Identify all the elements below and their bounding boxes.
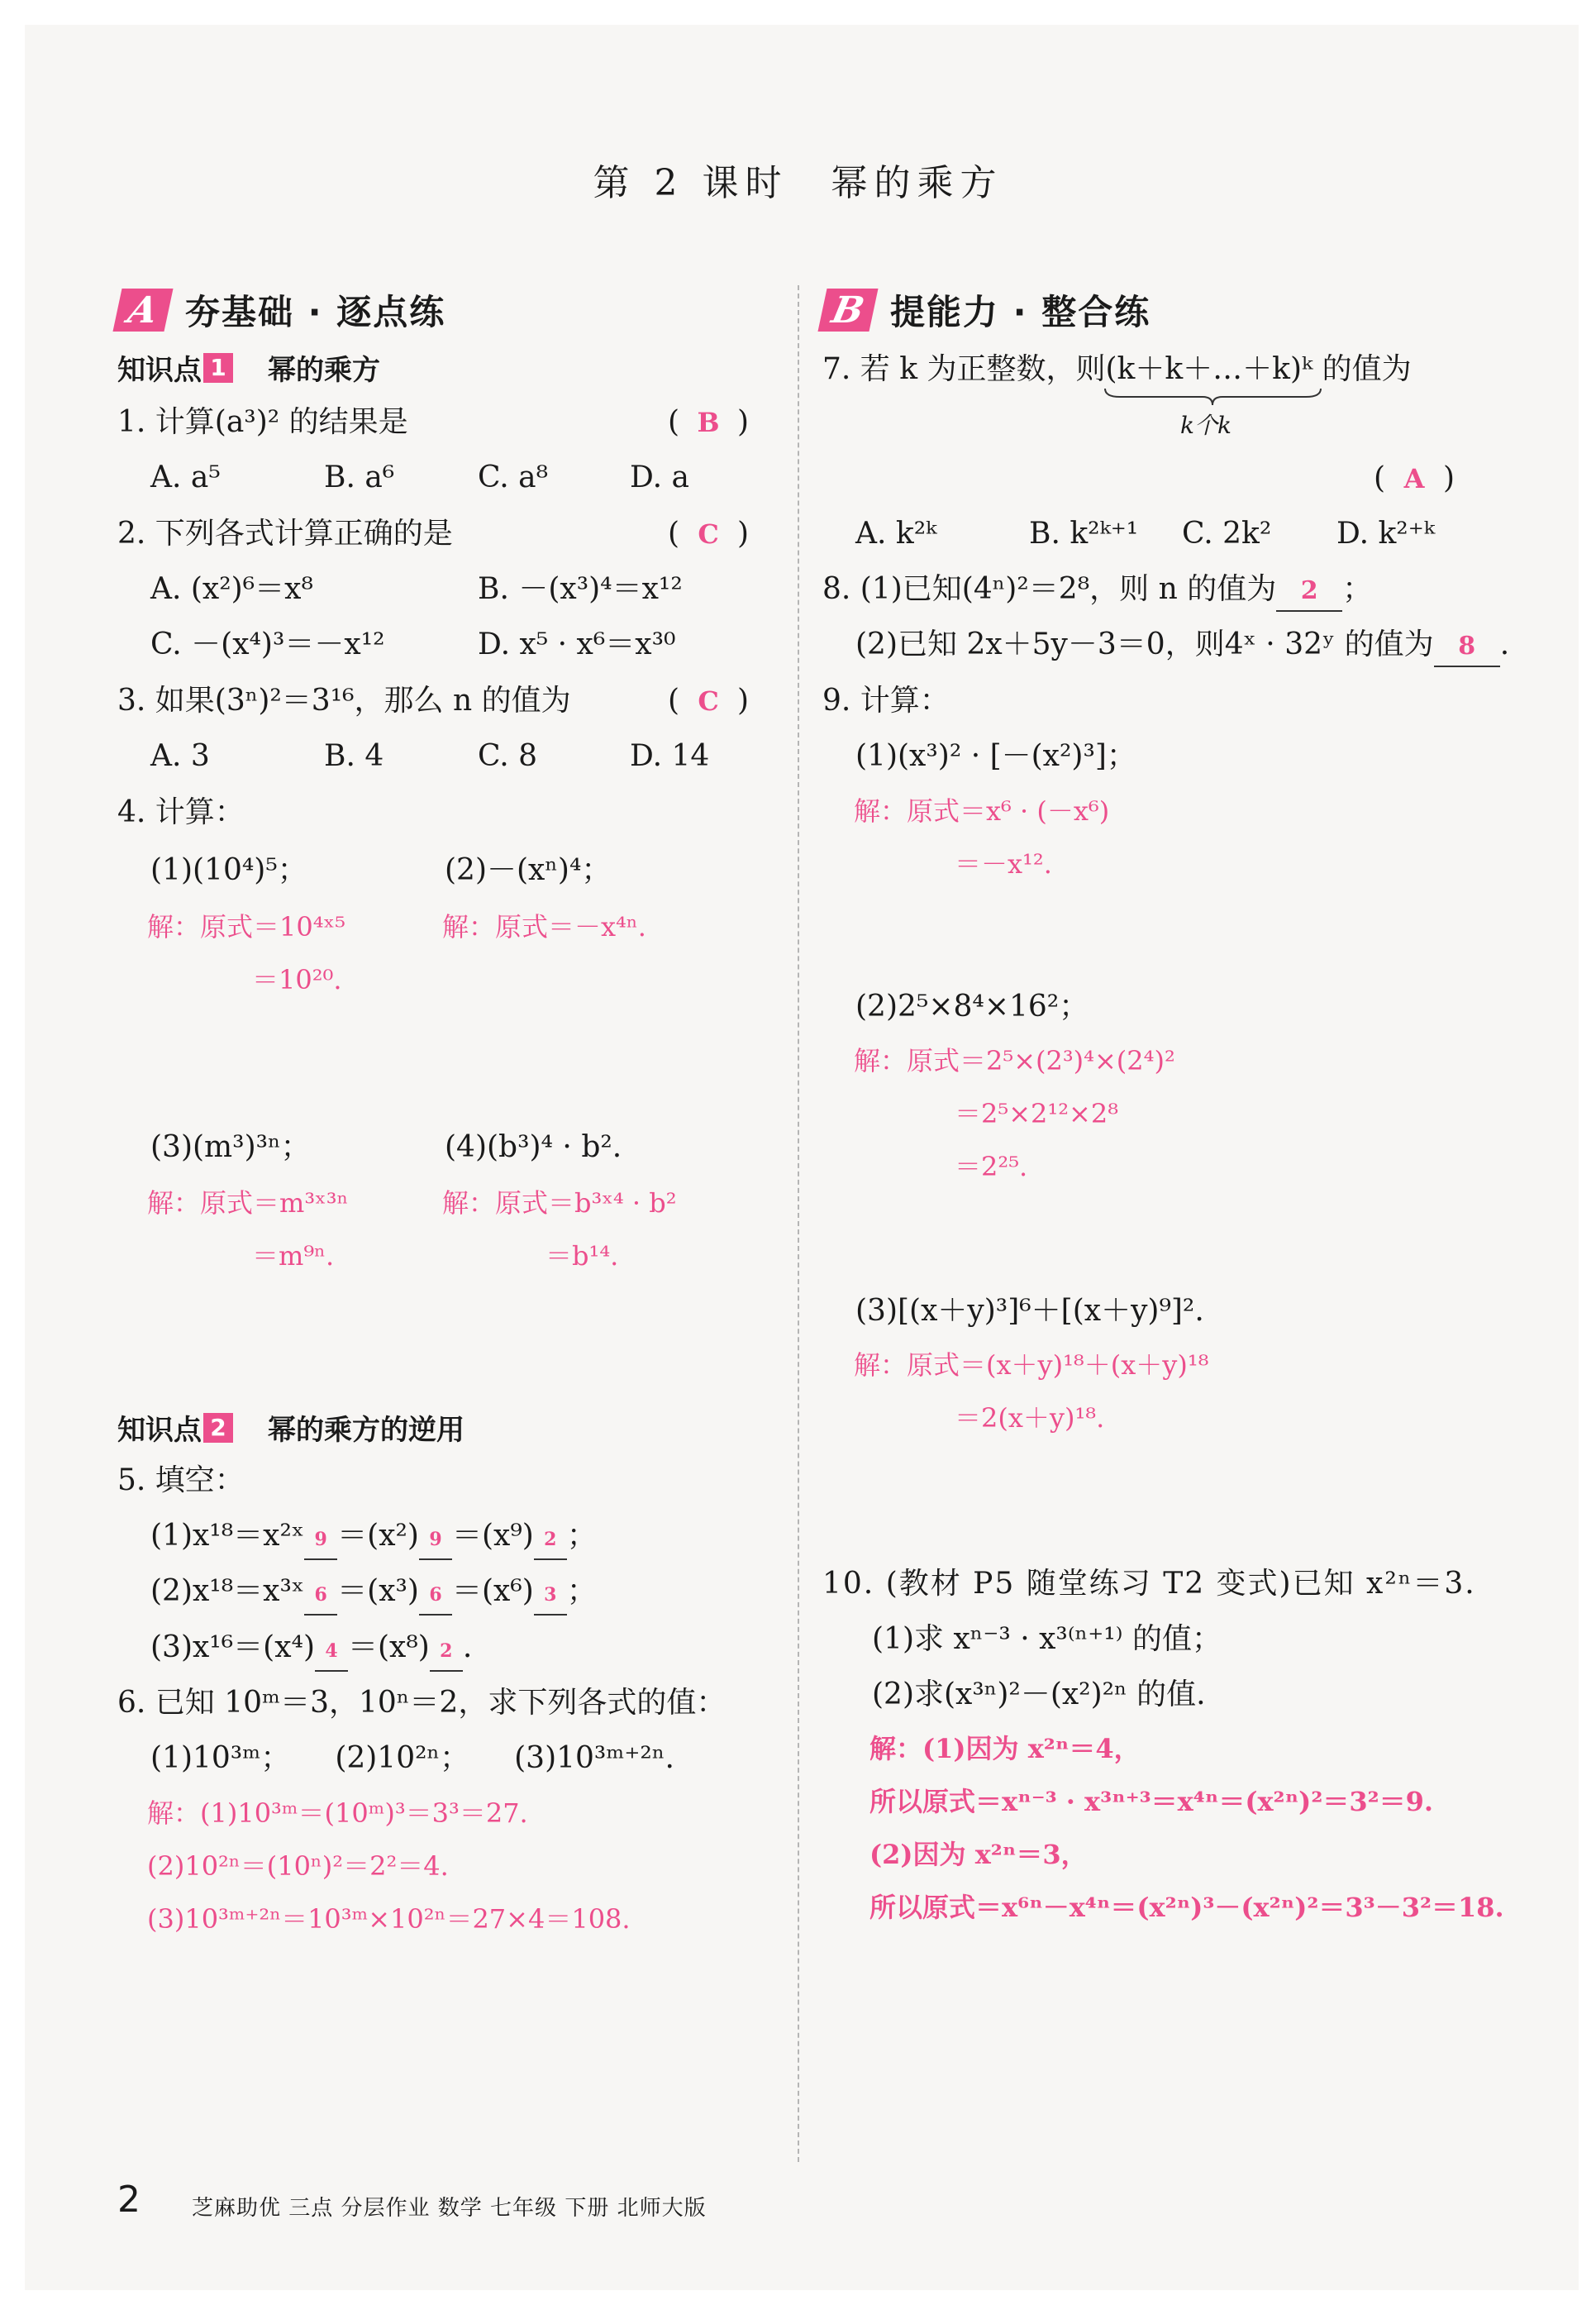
q9-part1-solution-2: ＝－x¹². [955,848,1052,880]
q4-part4-solution-1: 解：原式＝b³ˣ⁴ · b² [442,1187,677,1219]
kp1-number: 1 [203,353,233,383]
section-b-title: 提能力 · 整合练 [890,292,1151,332]
q2-option-c: C. －(x⁴)³＝－x¹² [150,628,385,661]
q9-stem: 9. 计算： [822,684,950,718]
q10-solution-3: (2)因为 x²ⁿ＝3， [869,1839,1088,1870]
q6-solution-1: 解：(1)10³ᵐ＝(10ᵐ)³＝3³＝27. [147,1797,528,1829]
q5-line-2: (2)x¹⁸＝x³ˣ 6 ＝(x³) 6 ＝(x⁶) 3 ； [150,1573,597,1616]
q4-part3-solution-2: ＝m⁹ⁿ. [252,1240,335,1272]
section-a-header [117,285,445,335]
page-number: 2 [117,2179,141,2221]
q10-part1: (1)求 xⁿ⁻³ · x³⁽ⁿ⁺¹⁾ 的值； [872,1622,1222,1656]
q9-part2-solution-1: 解：原式＝2⁵×(2³)⁴×(2⁴)² [854,1045,1175,1076]
q2-option-d: D. x⁵ · x⁶＝x³⁰ [478,628,676,661]
q10-part2: (2)求(x³ⁿ)²－(x²)²ⁿ 的值. [872,1678,1206,1711]
section-b-header [822,285,1151,335]
q5-stem: 5. 填空： [117,1463,245,1497]
q4-part4-solution-2: ＝b¹⁴. [545,1240,619,1272]
q7-answer: ( A ) [1374,461,1455,495]
q4-part3-solution-1: 解：原式＝m³ˣ³ⁿ [147,1187,349,1219]
q10-solution-4: 所以原式＝x⁶ⁿ－x⁴ⁿ＝(x²ⁿ)³－(x²ⁿ)²＝3³－3²＝18. [869,1892,1504,1923]
footer-book-info: 芝麻助优 三点 分层作业 数学 七年级 下册 北师大版 [192,2196,707,2221]
q7-underbrace-label: k个k [1180,412,1232,439]
section-a-title: 夯基础 · 逐点练 [185,292,446,332]
q4-part1: (1)(10⁴)⁵； [150,853,307,887]
q7-option-b: B. k²ᵏ⁺¹ [1029,517,1139,551]
q4-stem: 4. 计算： [117,795,245,829]
q1-stem: 1. 计算(a³)² 的结果是 [117,405,408,439]
q8-part2: (2)已知 2x＋5y－3＝0，则4ˣ · 32ʸ 的值为 8 . [855,626,1509,667]
q9-part3-solution-2: ＝2(x＋y)¹⁸. [955,1402,1105,1434]
kp1-label: 知识点 [117,354,202,387]
kp2-title: 幂的乘方的逆用 [268,1414,465,1447]
q2-stem: 2. 下列各式计算正确的是 [117,517,453,551]
section-b-badge: B [817,289,878,332]
q9-part2-solution-3: ＝2²⁵. [955,1151,1028,1182]
q3-answer: ( C ) [668,684,750,718]
q9-part1: (1)(x³)² · [－(x²)³]； [855,739,1136,773]
q10-solution-2: 所以原式＝xⁿ⁻³ · x³ⁿ⁺³＝x⁴ⁿ＝(x²ⁿ)²＝3²＝9. [869,1786,1434,1817]
knowledge-point-1 [117,347,380,388]
page-title: 第 2 课时 幂的乘方 [593,162,1003,204]
section-a-badge: A [112,289,173,332]
q6-solution-2: (2)10²ⁿ＝(10ⁿ)²＝2²＝4. [147,1850,449,1882]
q4-part3: (3)(m³)³ⁿ； [150,1130,311,1164]
q6-solution-3: (3)10³ᵐ⁺²ⁿ＝10³ᵐ×10²ⁿ＝27×4＝108. [147,1903,631,1935]
q10-stem: 10. (教材 P5 随堂练习 T2 变式)已知 x²ⁿ＝3. [822,1567,1476,1601]
q9-part2-solution-2: ＝2⁵×2¹²×2⁸ [955,1098,1119,1129]
q4-part1-solution-1: 解：原式＝10⁴ˣ⁵ [147,911,345,943]
kp1-title: 幂的乘方 [268,354,380,387]
kp2-label: 知识点 [117,1414,202,1447]
knowledge-point-2 [117,1407,465,1448]
underbrace-icon [1103,387,1322,407]
q5-line-3: (3)x¹⁶＝(x⁴) 4 ＝(x⁸) 2 . [150,1629,472,1672]
q10-solution-1: 解：(1)因为 x²ⁿ＝4， [869,1733,1141,1764]
q3-option-b: B. 4 [324,739,384,773]
q3-option-c: C. 8 [478,739,538,773]
q9-part2: (2)2⁵×8⁴×16²； [855,990,1089,1024]
column-divider [798,285,799,2162]
q1-option-b: B. a⁶ [324,461,395,494]
q4-part2-solution-1: 解：原式＝－x⁴ⁿ. [442,911,646,943]
q7-option-c: C. 2k² [1182,517,1272,551]
q4-part1-solution-2: ＝10²⁰. [252,964,342,995]
q1-option-a: A. a⁵ [150,461,221,494]
q1-option-c: C. a⁸ [478,461,549,494]
q8-part1: 8. (1)已知(4ⁿ)²＝2⁸，则 n 的值为 2 ； [822,570,1372,612]
q7-stem: 7. 若 k 为正整数，则(k＋k＋…＋k)ᵏ 的值为 [822,352,1412,386]
q2-option-a: A. (x²)⁶＝x⁸ [150,572,313,606]
q3-option-a: A. 3 [150,739,210,773]
q7-option-d: D. k²⁺ᵏ [1336,517,1435,551]
q1-answer: ( B ) [668,405,750,439]
q9-part3: (3)[(x＋y)³]⁶＋[(x＋y)⁹]². [855,1294,1204,1328]
q2-answer: ( C ) [668,517,750,551]
q4-part2: (2)－(xⁿ)⁴； [445,853,612,887]
q9-part1-solution-1: 解：原式＝x⁶ · (－x⁶) [854,795,1110,827]
q6-stem: 6. 已知 10ᵐ＝3，10ⁿ＝2，求下列各式的值： [117,1686,727,1720]
q1-option-d: D. a [630,461,689,494]
q6-parts: (1)10³ᵐ； (2)10²ⁿ； (3)10³ᵐ⁺²ⁿ. [150,1741,674,1775]
q9-part3-solution-1: 解：原式＝(x＋y)¹⁸＋(x＋y)¹⁸ [854,1349,1209,1381]
q7-option-a: A. k²ᵏ [855,517,937,551]
q3-stem: 3. 如果(3ⁿ)²＝3¹⁶，那么 n 的值为 [117,684,571,718]
kp2-number: 2 [203,1413,233,1443]
q3-option-d: D. 14 [630,739,710,773]
q5-line-1: (1)x¹⁸＝x²ˣ 9 ＝(x²) 9 ＝(x⁹) 2 ； [150,1517,597,1560]
q4-part4: (4)(b³)⁴ · b². [445,1130,622,1164]
q2-option-b: B. －(x³)⁴＝x¹² [478,572,683,606]
